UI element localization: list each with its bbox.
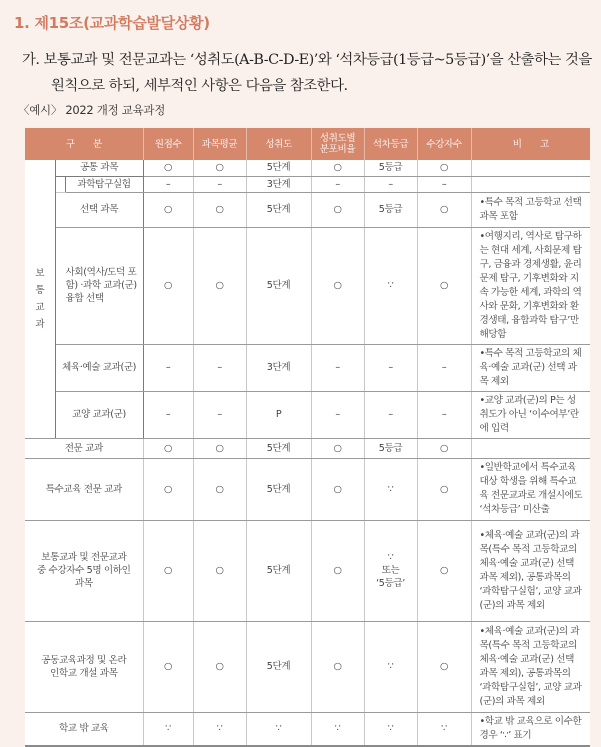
section-heading: 1. 제15조(교과학습발달상황): [14, 14, 210, 32]
cell-notes: [471, 176, 590, 192]
cell-distribution: ○: [311, 438, 364, 458]
table-row: [25, 621, 590, 712]
row-label: 공동교육과정 및 온라인학교 개설 과목: [25, 621, 143, 712]
row-label: 특수교육 전문 교과: [25, 458, 143, 520]
cell-raw-score: ○: [143, 192, 193, 227]
header-student-count: 수강자수: [417, 128, 471, 160]
cell-rank-grade: –: [364, 344, 417, 391]
cell-distribution: ○: [311, 621, 364, 712]
cell-student-count: –: [417, 344, 471, 391]
cell-rank-grade: ∵: [364, 227, 417, 344]
cell-raw-score: ○: [143, 520, 193, 621]
cell-achievement: 5단계: [246, 458, 311, 520]
table-row: [25, 712, 590, 746]
cell-notes: •체육·예술 교과(군)의 과목(특수 목적 고등학교의 체육·예술 교과(군) 선택 과목 제외), 공통과목의 ‘과학탐구실험’, 교양 교과(군)의 과목 제외: [471, 520, 590, 621]
cell-achievement: 5단계: [246, 438, 311, 458]
cell-distribution: –: [311, 344, 364, 391]
cell-rank-grade: ∵: [364, 458, 417, 520]
cell-distribution: –: [311, 391, 364, 438]
cell-student-count: ○: [417, 192, 471, 227]
group-label-text: 보통교과: [35, 267, 45, 330]
table-row: [25, 344, 590, 391]
cell-distribution: ○: [311, 192, 364, 227]
cell-subject-average: ○: [193, 160, 246, 176]
cell-notes: •여행지리, 역사로 탐구하는 현대 세계, 사회문제 탐구, 금융과 경제생활, 윤리문제 탐구, 기후변화와 지속 가능한 세계, 과학의 역사와 문화, 기후변화와 환경생태, 융합과학 탐구’만 해당함: [471, 227, 590, 344]
cell-achievement: 5단계: [246, 192, 311, 227]
spacer-cell: [55, 176, 65, 192]
cell-achievement: 5단계: [246, 621, 311, 712]
cell-achievement: ∵: [246, 712, 311, 746]
row-label: 과학탐구실험: [65, 176, 143, 192]
cell-achievement: 5단계: [246, 160, 311, 176]
table-row: [25, 160, 590, 176]
table-row: [25, 192, 590, 227]
cell-rank-grade: 5등급: [364, 192, 417, 227]
cell-achievement: P: [246, 391, 311, 438]
header-raw-score: 원점수: [143, 128, 193, 160]
row-label: 체육·예술 교과(군): [55, 344, 143, 391]
cell-subject-average: ○: [193, 227, 246, 344]
cell-subject-average: –: [193, 176, 246, 192]
table-row: [25, 176, 590, 192]
cell-subject-average: ○: [193, 458, 246, 520]
cell-distribution: ○: [311, 227, 364, 344]
cell-rank-grade: –: [364, 391, 417, 438]
header-category: 구 분: [25, 128, 143, 160]
cell-rank-grade: 5등급: [364, 160, 417, 176]
cell-raw-score: –: [143, 176, 193, 192]
cell-achievement: 3단계: [246, 344, 311, 391]
table-header-row: [25, 128, 590, 160]
cell-rank-grade: ∵ 또는 ‘5등급’: [364, 520, 417, 621]
cell-notes: [471, 160, 590, 176]
header-notes: 비 고: [471, 128, 590, 160]
cell-raw-score: ○: [143, 621, 193, 712]
table-row: [25, 520, 590, 621]
cell-raw-score: ○: [143, 438, 193, 458]
paragraph-line-1: 가. 보통교과 및 전문교과는 ‘성취도(A-B-C-D-E)’와 ‘석차등급(1등급~5등급)’을 산출하는 것을: [22, 52, 592, 68]
cell-distribution: ∵: [311, 712, 364, 746]
cell-achievement: 5단계: [246, 520, 311, 621]
row-label: 전문 교과: [25, 438, 143, 458]
row-label: 교양 교과(군): [55, 391, 143, 438]
example-label: 〈예시〉 2022 개정 교육과정: [18, 103, 166, 117]
cell-student-count: ○: [417, 520, 471, 621]
table-row: [25, 438, 590, 458]
cell-notes: [471, 438, 590, 458]
cell-achievement: 3단계: [246, 176, 311, 192]
cell-rank-grade: ∵: [364, 712, 417, 746]
table-row: [25, 458, 590, 520]
cell-distribution: ○: [311, 458, 364, 520]
cell-student-count: –: [417, 176, 471, 192]
cell-rank-grade: 5등급: [364, 438, 417, 458]
cell-notes: •교양 교과(군)의 P는 성취도가 아닌 ‘이수여부’란에 입력: [471, 391, 590, 438]
cell-student-count: ○: [417, 458, 471, 520]
row-label: 보통교과 및 전문교과 중 수강자수 5명 이하인 과목: [25, 520, 143, 621]
cell-subject-average: ∵: [193, 712, 246, 746]
cell-student-count: ○: [417, 160, 471, 176]
header-rank-grade: 석차등급: [364, 128, 417, 160]
header-distribution: 성취도별 분포비율: [311, 128, 364, 160]
cell-notes: •학교 밖 교육으로 이수한 경우 ‘∵’ 표기: [471, 712, 590, 746]
cell-distribution: ○: [311, 520, 364, 621]
cell-subject-average: ○: [193, 438, 246, 458]
cell-raw-score: –: [143, 344, 193, 391]
row-label: 공통 과목: [55, 160, 143, 176]
cell-student-count: ○: [417, 227, 471, 344]
cell-subject-average: –: [193, 391, 246, 438]
cell-rank-grade: –: [364, 176, 417, 192]
cell-student-count: –: [417, 391, 471, 438]
group-label: [25, 160, 55, 438]
cell-notes: •특수 목적 고등학교 선택 과목 포함: [471, 192, 590, 227]
cell-subject-average: ○: [193, 621, 246, 712]
cell-raw-score: ○: [143, 160, 193, 176]
cell-raw-score: ○: [143, 458, 193, 520]
cell-distribution: –: [311, 176, 364, 192]
cell-notes: •일반학교에서 특수교육 대상 학생을 위해 특수교육 전문교과로 개설시에도 ‘석차등급’ 미산출: [471, 458, 590, 520]
cell-student-count: ○: [417, 621, 471, 712]
cell-raw-score: ∵: [143, 712, 193, 746]
cell-notes: •특수 목적 고등학교의 체육·예술 교과(군) 선택 과목 제외: [471, 344, 590, 391]
cell-subject-average: ○: [193, 192, 246, 227]
cell-raw-score: ○: [143, 227, 193, 344]
header-achievement: 성취도: [246, 128, 311, 160]
grade-table: [25, 128, 590, 747]
cell-raw-score: –: [143, 391, 193, 438]
cell-notes: •체육·예술 교과(군)의 과목(특수 목적 고등학교의 체육·예술 교과(군) 선택 과목 제외), 공통과목의 ‘과학탐구실험’, 교양 교과(군)의 과목 제외: [471, 621, 590, 712]
cell-student-count: ∵: [417, 712, 471, 746]
row-label: 선택 과목: [55, 192, 143, 227]
paragraph-line-2: 원칙으로 하되, 세부적인 사항은 다음을 참조한다.: [51, 78, 348, 94]
row-label: 사회(역사/도덕 포함) ·과학 교과(군) 융합 선택: [55, 227, 143, 344]
cell-achievement: 5단계: [246, 227, 311, 344]
cell-student-count: ○: [417, 438, 471, 458]
cell-subject-average: –: [193, 344, 246, 391]
table-row: [25, 391, 590, 438]
row-label: 학교 밖 교육: [25, 712, 143, 746]
cell-distribution: ○: [311, 160, 364, 176]
cell-rank-grade: ∵: [364, 621, 417, 712]
table-row: [25, 227, 590, 344]
cell-subject-average: ○: [193, 520, 246, 621]
header-subject-average: 과목평균: [193, 128, 246, 160]
